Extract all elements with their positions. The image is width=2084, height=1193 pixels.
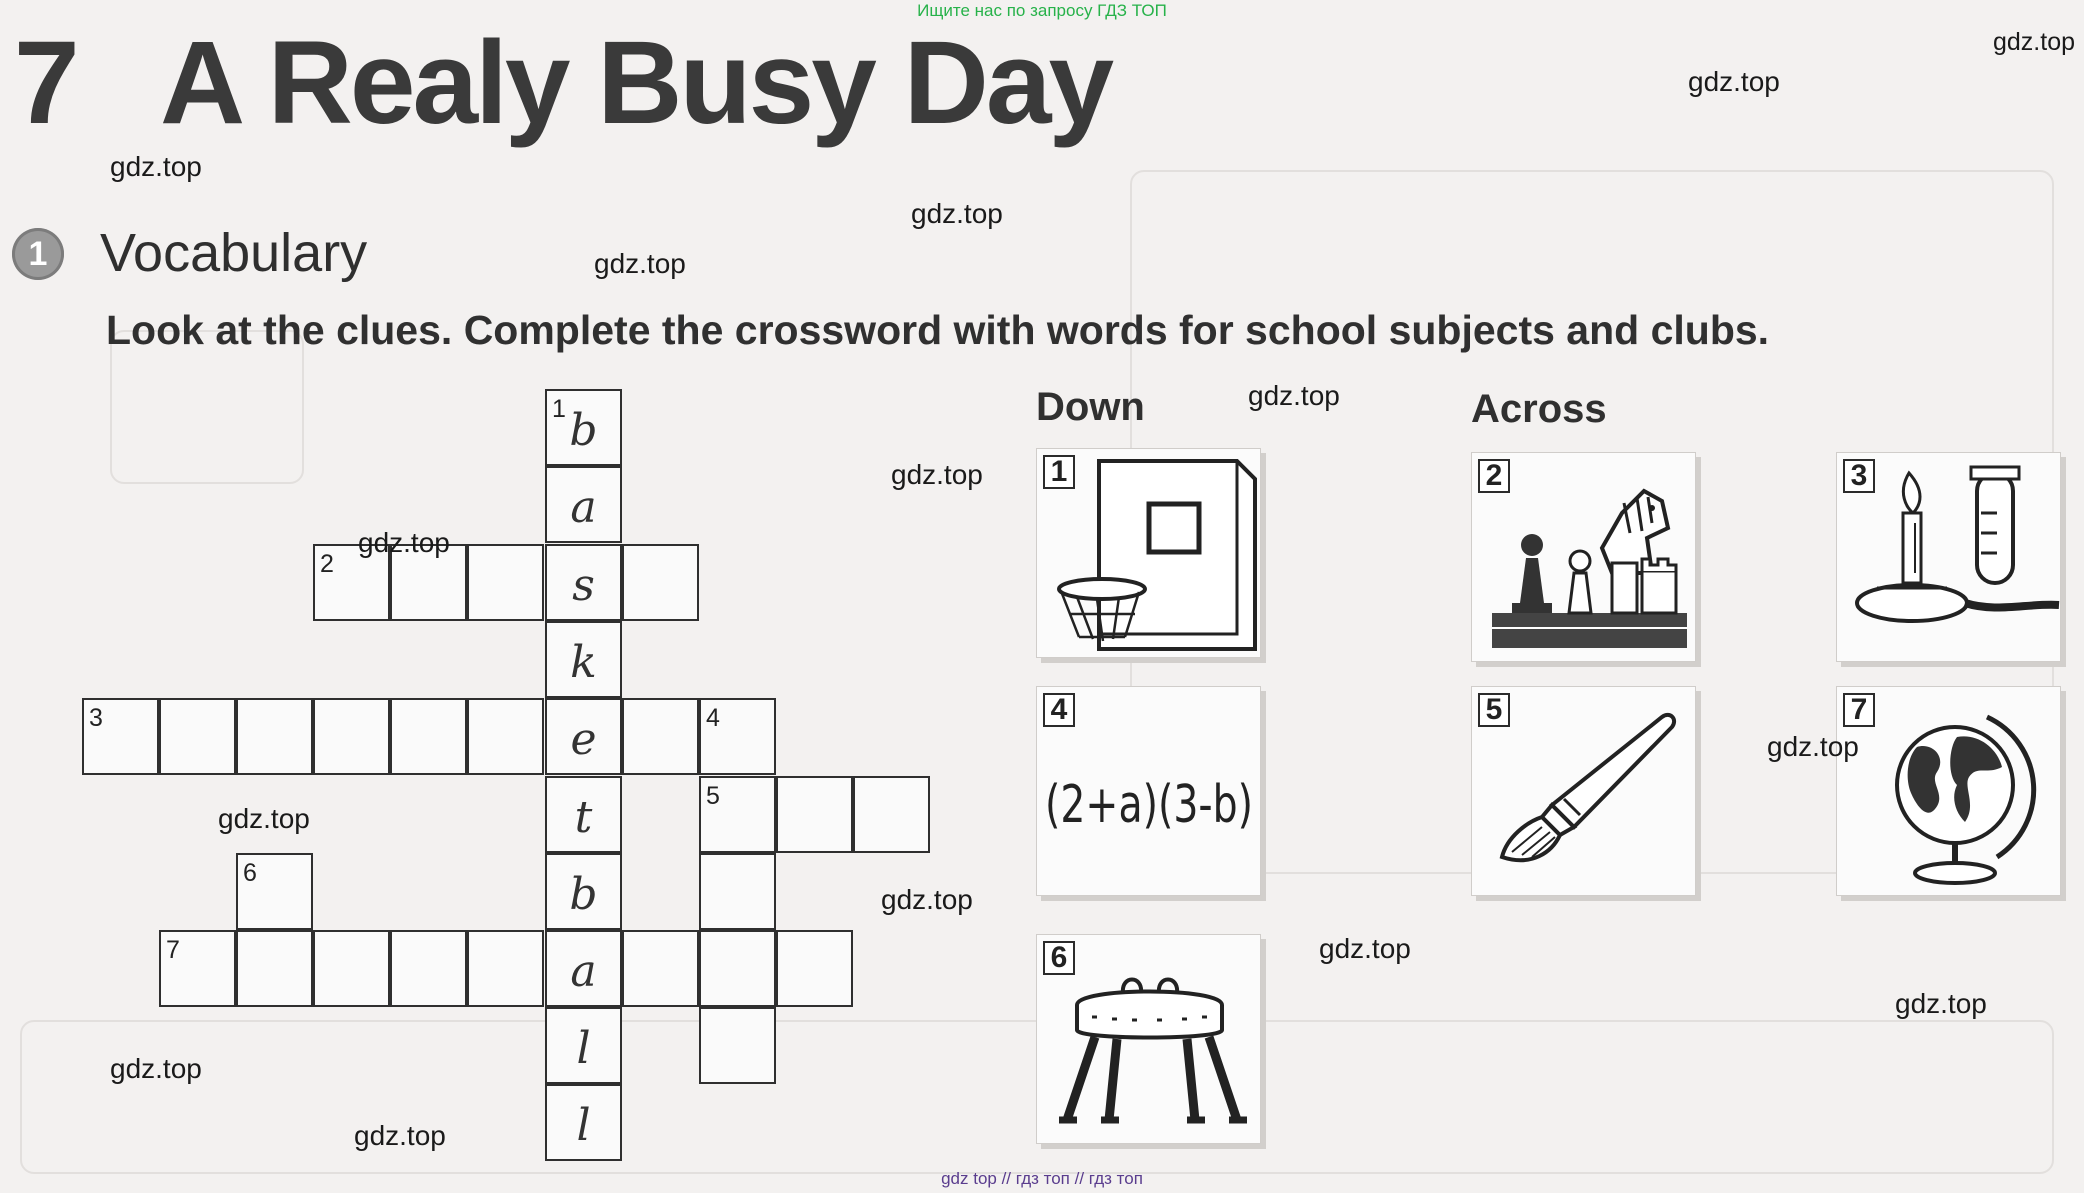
pommel-horse-icon — [1037, 935, 1262, 1145]
crossword-cell[interactable] — [467, 544, 544, 621]
crossword-letter: a — [570, 482, 597, 533]
clue-picture-number: 3 — [1843, 459, 1875, 493]
crossword-cell[interactable] — [545, 544, 622, 621]
crossword-cell[interactable] — [622, 930, 699, 1007]
crossword-cell[interactable] — [390, 930, 467, 1007]
crossword-letter: l — [576, 1023, 591, 1074]
watermark: gdz.top — [110, 151, 202, 182]
clue-picture-6 — [1036, 934, 1261, 1144]
section-number-badge: 1 — [12, 228, 64, 280]
crossword-letter: a — [570, 946, 597, 997]
chess-pieces-icon — [1472, 453, 1697, 663]
clue-number-5: 5 — [706, 782, 720, 810]
crossword-letter: t — [574, 792, 593, 843]
crossword-cell[interactable] — [159, 698, 236, 775]
crossword-cell[interactable] — [82, 698, 159, 775]
watermark: gdz.top — [218, 803, 310, 834]
watermark: gdz.top — [1248, 380, 1340, 411]
clue-picture-1 — [1036, 448, 1261, 658]
crossword-cell[interactable] — [776, 776, 853, 853]
bottom-banner[interactable]: gdz top // гдз топ // гдз топ — [941, 1169, 1143, 1188]
crossword-cell[interactable] — [699, 1007, 776, 1084]
paintbrush-icon — [1472, 687, 1697, 897]
top-banner[interactable]: Ищите нас по запросу ГДЗ ТОП — [917, 1, 1167, 20]
watermark: gdz.top — [1688, 66, 1780, 97]
page-title: A Realy Busy Day — [160, 17, 1112, 149]
crossword-cell[interactable] — [313, 930, 390, 1007]
crossword-cell[interactable] — [467, 698, 544, 775]
crossword-letter: b — [569, 405, 598, 456]
clue-picture-2 — [1471, 452, 1696, 662]
crossword-letter: l — [576, 1100, 591, 1151]
clue-number-2: 2 — [320, 550, 334, 578]
crossword-cell[interactable] — [545, 466, 622, 543]
basketball-hoop-icon — [1037, 449, 1262, 659]
clue-picture-number: 7 — [1843, 693, 1875, 727]
clue-number-1: 1 — [552, 395, 566, 423]
crossword-cell[interactable] — [545, 389, 622, 466]
crossword-cell[interactable] — [776, 930, 853, 1007]
crossword-cell[interactable] — [236, 853, 313, 930]
watermark: gdz.top — [881, 884, 973, 915]
bunsen-burner-test-tube-icon — [1837, 453, 2062, 663]
watermark: gdz.top — [1895, 988, 1987, 1019]
watermark: gdz.top — [891, 459, 983, 490]
crossword-cell[interactable] — [467, 930, 544, 1007]
crossword-cell[interactable] — [545, 930, 622, 1007]
crossword-letter: e — [570, 714, 597, 765]
crossword-cell[interactable] — [159, 930, 236, 1007]
clue-number-4: 4 — [706, 704, 720, 732]
math-equation-icon — [1037, 687, 1262, 897]
clue-number-6: 6 — [243, 859, 257, 887]
globe-icon — [1837, 687, 2062, 897]
crossword-cell[interactable] — [622, 544, 699, 621]
down-heading: Down — [1036, 385, 1145, 429]
crossword-letter: b — [569, 869, 598, 920]
clue-picture-number: 5 — [1478, 693, 1510, 727]
unit-number: 7 — [14, 17, 78, 149]
crossword-cell[interactable] — [236, 698, 313, 775]
crossword-cell[interactable] — [545, 853, 622, 930]
instruction-text: Look at the clues. Complete the crossword with words for school subjects and clubs. — [106, 307, 1770, 353]
crossword-cell[interactable] — [313, 698, 390, 775]
clue-picture-3 — [1836, 452, 2061, 662]
clue-number-3: 3 — [89, 704, 103, 732]
crossword-cell[interactable] — [699, 776, 776, 853]
watermark: gdz.top — [354, 1120, 446, 1151]
crossword-cell[interactable] — [699, 698, 776, 775]
crossword-cell[interactable] — [545, 698, 622, 775]
crossword-cell[interactable] — [545, 1084, 622, 1161]
section-title: Vocabulary — [100, 223, 368, 283]
crossword-cell[interactable] — [390, 698, 467, 775]
crossword-letter: s — [572, 560, 595, 611]
crossword-letter: k — [570, 637, 597, 688]
clue-picture-number: 4 — [1043, 693, 1075, 727]
clue-picture-5 — [1471, 686, 1696, 896]
crossword-cell[interactable] — [699, 853, 776, 930]
clue-picture-number: 1 — [1043, 455, 1075, 489]
crossword-cell[interactable] — [545, 1007, 622, 1084]
crossword-cell[interactable] — [236, 930, 313, 1007]
watermark: gdz.top — [1319, 933, 1411, 964]
watermark: gdz.top — [1993, 28, 2076, 56]
crossword-cell[interactable] — [622, 698, 699, 775]
across-heading: Across — [1471, 387, 1607, 431]
crossword-cell[interactable] — [545, 776, 622, 853]
crossword-cell[interactable] — [853, 776, 930, 853]
clue-picture-7 — [1836, 686, 2061, 896]
clue-picture-number: 6 — [1043, 941, 1075, 975]
watermark: gdz.top — [1767, 731, 1859, 762]
clue-picture-number: 2 — [1478, 459, 1510, 493]
watermark: gdz.top — [358, 527, 450, 558]
clue-number-7: 7 — [166, 936, 180, 964]
watermark: gdz.top — [110, 1053, 202, 1084]
watermark: gdz.top — [594, 248, 686, 279]
crossword-cell[interactable] — [545, 621, 622, 698]
clue-picture-4 — [1036, 686, 1261, 896]
crossword-cell[interactable] — [699, 930, 776, 1007]
watermark: gdz.top — [911, 198, 1003, 229]
math-equation-text: (2+a)(3-b) — [1045, 775, 1253, 835]
